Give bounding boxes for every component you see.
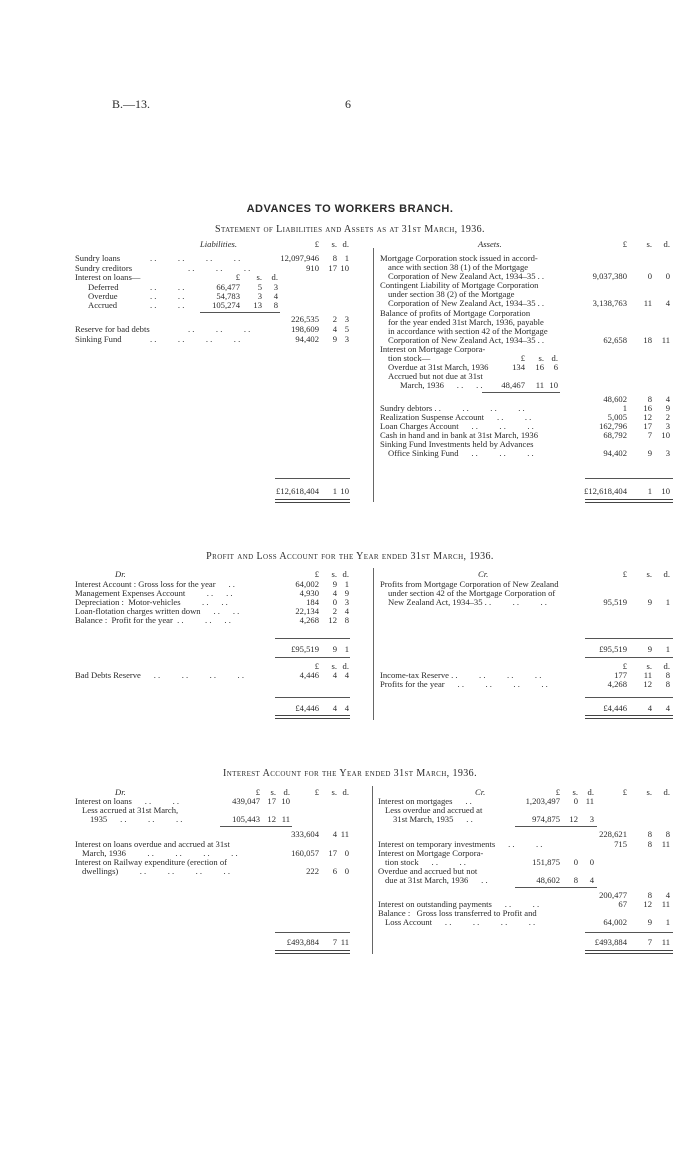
row-label: under section 38 (2) of the Mortgage — [388, 289, 515, 299]
row-label: March, 1936 . . . . — [400, 380, 483, 390]
row-label: Loan-flotation charges written down . . . . — [75, 606, 240, 616]
amount-pounds: 439,047 — [232, 796, 260, 806]
row-label: Cash in hand and in bank at 31st March, 1936 — [380, 430, 539, 440]
row-label: Profits from Mortgage Corporation of New Zealand — [380, 579, 559, 589]
row-label: Interest on mortgages . . — [378, 796, 472, 806]
page-reference: B.—13. — [112, 97, 151, 111]
amount-shillings: 17 — [328, 263, 337, 273]
pounds-header: £ — [520, 353, 525, 363]
pounds-header: £ — [622, 661, 627, 671]
amount-pence: 3 — [344, 314, 349, 324]
pence-header: d. — [342, 239, 349, 249]
pounds-header: £ — [314, 787, 319, 797]
pence-header: d. — [342, 661, 349, 671]
total-rule — [275, 638, 350, 639]
subtotal-rule — [220, 826, 292, 827]
amount-shillings: 9 — [332, 579, 337, 589]
amount-pence: 4 — [665, 298, 670, 308]
credit-total-pounds: £493,884 — [594, 937, 627, 947]
amount-pence: 10 — [661, 430, 670, 440]
row-label: for the year ended 31st March, 1936, payable — [388, 317, 544, 327]
amount-pence: 10 — [281, 796, 290, 806]
amount-shillings: 4 — [332, 324, 337, 334]
amount-pence: 4 — [665, 703, 670, 713]
row-label: New Zealand Act, 1934–35 . . . . . . — [388, 597, 547, 607]
profit-loss-title: Profit and Loss Account for the Year ended 31st March, 1936. — [206, 551, 494, 562]
amount-pounds: 54,783 — [216, 291, 240, 301]
row-label: March, 1936 . . . . . . . . — [82, 848, 238, 858]
amount-pence: 11 — [340, 937, 349, 947]
total-rule — [585, 638, 673, 639]
amount-pounds: 228,621 — [599, 829, 627, 839]
leader-dots: . . . . — [150, 300, 185, 310]
amount-shillings: 12 — [569, 814, 578, 824]
amount-shillings: 0 — [573, 796, 578, 806]
leader-dots: . . . . . . — [188, 324, 251, 334]
subtotal-rule — [200, 312, 280, 313]
row-label: Income-tax Reserve . . . . . . . . — [380, 670, 542, 680]
amount-pence: 9 — [665, 403, 670, 413]
row-label: Sundry debtors . . . . . . . . — [380, 403, 525, 413]
amount-shillings: 6 — [332, 866, 337, 876]
amount-pence: 4 — [665, 890, 670, 900]
row-label: 31st March, 1935 . . — [393, 814, 473, 824]
amount-shillings: 0 — [573, 857, 578, 867]
row-label: Interest on loans overdue and accrued at 31st — [75, 839, 230, 849]
pounds-header: £ — [622, 787, 627, 797]
amount-shillings: 12 — [643, 899, 652, 909]
row-label: Less overdue and accrued at — [385, 805, 483, 815]
debit-heading: Dr. — [115, 787, 126, 797]
row-label: Contingent Liability of Mortgage Corporation — [380, 280, 539, 290]
amount-pounds: 184 — [306, 597, 319, 607]
amount-shillings: 8 — [647, 839, 652, 849]
row-label: Less accrued at 31st March, — [82, 805, 179, 815]
amount-shillings: 12 — [643, 412, 652, 422]
amount-pence: 4 — [344, 703, 349, 713]
amount-shillings: 4 — [332, 588, 337, 598]
amount-shillings: 11 — [643, 670, 652, 680]
pence-header: d. — [283, 787, 290, 797]
amount-pence: 3 — [665, 448, 670, 458]
row-label: 1935 . . . . . . — [90, 814, 183, 824]
debit-total-pounds: £95,519 — [291, 644, 319, 654]
amount-shillings: 4 — [647, 703, 652, 713]
amount-pence: 0 — [665, 271, 670, 281]
amount-pounds: 48,602 — [536, 875, 560, 885]
amount-shillings: 12 — [328, 615, 337, 625]
shillings-header: s. — [646, 239, 652, 249]
amount-pounds: 226,535 — [291, 314, 319, 324]
amount-shillings: 9 — [647, 448, 652, 458]
amount-pence: 3 — [273, 282, 278, 292]
amount-pounds: 160,057 — [291, 848, 319, 858]
shillings-header: s. — [538, 353, 544, 363]
amount-shillings: 8 — [647, 890, 652, 900]
liabilities-heading: Liabilities. — [200, 239, 238, 249]
subtotal-rule — [515, 826, 597, 827]
amount-pounds: 1 — [622, 403, 627, 413]
amount-shillings: 9 — [647, 644, 652, 654]
row-label: Profits for the year . . . . . . . . — [380, 679, 548, 689]
shillings-header: s. — [646, 787, 652, 797]
pounds-header: £ — [555, 787, 560, 797]
row-label: Interest Account : Gross loss for the year . . — [75, 579, 235, 589]
total-rule — [275, 478, 350, 479]
pounds-header: £ — [314, 239, 319, 249]
row-label: Overdue and accrued but not — [378, 866, 478, 876]
amount-pence: 4 — [665, 394, 670, 404]
amount-pounds: 4,446 — [299, 670, 319, 680]
amount-shillings: 5 — [257, 282, 262, 292]
leader-dots: . . . . . . — [188, 263, 251, 273]
amount-pounds: 3,138,763 — [592, 298, 627, 308]
row-label: Realization Suspense Account . . . . — [380, 412, 532, 422]
leader-dots: . . . . . . . . — [150, 253, 241, 263]
amount-shillings: 9 — [647, 917, 652, 927]
row-label: Overdue — [88, 291, 118, 301]
amount-shillings: 17 — [267, 796, 276, 806]
amount-shillings: 16 — [535, 362, 544, 372]
row-label: Interest on loans . . . . — [75, 796, 180, 806]
branch-title: ADVANCES TO WORKERS BRANCH. — [246, 203, 454, 215]
shillings-header: s. — [331, 661, 337, 671]
amount-pounds: 12,097,946 — [280, 253, 319, 263]
amount-shillings: 12 — [643, 679, 652, 689]
debit-total-pounds: £493,884 — [286, 937, 319, 947]
amount-pounds: 64,002 — [295, 579, 319, 589]
amount-pounds: 162,796 — [599, 421, 627, 431]
amount-shillings: 0 — [332, 597, 337, 607]
total-double-rule — [275, 950, 350, 954]
row-label: Mortgage Corporation stock issued in accord- — [380, 253, 538, 263]
interest-account-title: Interest Account for the Year ended 31st March, 1936. — [222, 768, 477, 779]
row-label: Balance : Profit for the year . . . . . . — [75, 615, 231, 625]
amount-shillings: 9 — [332, 334, 337, 344]
credit-total-pounds: £95,519 — [599, 644, 627, 654]
amount-shillings: 7 — [647, 937, 652, 947]
row-label: ance with section 38 (1) of the Mortgage — [388, 262, 529, 272]
amount-pounds: 4,930 — [299, 588, 319, 598]
row-label: Sinking Fund — [75, 334, 122, 344]
amount-shillings: 12 — [267, 814, 276, 824]
amount-pence: 9 — [344, 588, 349, 598]
pounds-header: £ — [235, 272, 240, 282]
amount-pence: 1 — [344, 253, 349, 263]
amount-pence: 1 — [665, 597, 670, 607]
credit-total-pounds: £4,446 — [603, 703, 627, 713]
amount-pounds: 22,134 — [295, 606, 319, 616]
row-label: Overdue at 31st March, 1936 — [388, 362, 489, 372]
amount-pence: 11 — [661, 839, 670, 849]
amount-pence: 2 — [665, 412, 670, 422]
amount-pounds: 177 — [614, 670, 627, 680]
amount-pounds: 1,203,497 — [525, 796, 560, 806]
pence-header: d. — [663, 787, 670, 797]
row-label: Interest on Mortgage Corpora- — [378, 848, 484, 858]
row-label: Management Expenses Account . . . . — [75, 588, 233, 598]
amount-pounds: 198,609 — [291, 324, 319, 334]
pence-header: d. — [663, 569, 670, 579]
amount-pence: 6 — [553, 362, 558, 372]
row-label: Loss Account . . . . . . . . — [385, 917, 536, 927]
amount-shillings: 1 — [332, 486, 337, 496]
credit-heading: Cr. — [475, 787, 486, 797]
amount-pence: 11 — [281, 814, 290, 824]
row-label: under section 42 of the Mortgage Corporation of — [388, 588, 556, 598]
amount-shillings: 11 — [535, 380, 544, 390]
amount-pounds: 222 — [306, 866, 319, 876]
column-divider — [372, 786, 373, 954]
amount-pence: 1 — [344, 644, 349, 654]
row-label: Interest on Railway expenditure (erection of — [75, 857, 228, 867]
amount-pence: 3 — [344, 334, 349, 344]
shillings-header: s. — [331, 239, 337, 249]
shillings-header: s. — [646, 569, 652, 579]
amount-pounds: 200,477 — [599, 890, 627, 900]
pence-header: d. — [663, 239, 670, 249]
shillings-header: s. — [331, 569, 337, 579]
amount-shillings: 17 — [643, 421, 652, 431]
subtotal-rule — [482, 392, 560, 393]
amount-pounds: 9,037,380 — [592, 271, 627, 281]
amount-pence: 4 — [273, 291, 278, 301]
pounds-header: £ — [622, 239, 627, 249]
row-label: tion stock— — [388, 353, 431, 363]
amount-shillings: 2 — [332, 314, 337, 324]
row-label: Loan Charges Account . . . . . . — [380, 421, 534, 431]
amount-shillings: 17 — [328, 848, 337, 858]
pounds-header: £ — [255, 787, 260, 797]
amount-pence: 8 — [273, 300, 278, 310]
amount-pence: 4 — [589, 875, 594, 885]
amount-pounds: 715 — [614, 839, 627, 849]
amount-pence: 1 — [665, 644, 670, 654]
amount-pence: 11 — [661, 335, 670, 345]
row-label: Accrued — [88, 300, 118, 310]
amount-pounds: 68,792 — [603, 430, 627, 440]
row-label: Interest on loans— — [75, 272, 141, 282]
amount-pounds: 67 — [618, 899, 627, 909]
subtotal-rule — [515, 887, 597, 888]
shillings-header: s. — [331, 787, 337, 797]
amount-pounds: 151,875 — [532, 857, 560, 867]
amount-pence: 3 — [589, 814, 594, 824]
shillings-header: s. — [572, 787, 578, 797]
amount-pence: 11 — [661, 937, 670, 947]
amount-pence: 4 — [344, 670, 349, 680]
amount-shillings: 0 — [647, 271, 652, 281]
amount-shillings: 13 — [253, 300, 262, 310]
row-label: Balance : Gross loss transferred to Profit and — [378, 908, 537, 918]
column-divider — [373, 568, 374, 720]
assets-total-pounds: £12,618,404 — [584, 486, 627, 496]
amount-shillings: 16 — [643, 403, 652, 413]
total-double-rule — [585, 499, 673, 503]
total-rule — [585, 657, 673, 658]
amount-pence: 8 — [665, 679, 670, 689]
row-label: in accordance with section 42 of the Mortgage — [388, 326, 548, 336]
balance-sheet-title: Statement of Liabilities and Assets as at 31st March, 1936. — [215, 224, 485, 235]
amount-pounds: 105,274 — [212, 300, 240, 310]
amount-pence: 3 — [665, 421, 670, 431]
amount-shillings: 4 — [332, 703, 337, 713]
credit-heading: Cr. — [478, 569, 489, 579]
amount-shillings: 8 — [647, 829, 652, 839]
amount-pounds: 5,005 — [607, 412, 627, 422]
amount-pence: 4 — [344, 606, 349, 616]
row-label: dwellings) . . . . . . . . — [82, 866, 230, 876]
amount-pence: 11 — [340, 829, 349, 839]
row-label: tion stock . . . . — [385, 857, 466, 867]
amount-pounds: 974,875 — [532, 814, 560, 824]
amount-pounds: 64,002 — [603, 917, 627, 927]
total-rule — [585, 478, 673, 479]
leader-dots: . . . . . . . . — [150, 334, 241, 344]
amount-shillings: 2 — [332, 606, 337, 616]
total-double-rule — [275, 499, 350, 503]
debit-heading: Dr. — [115, 569, 126, 579]
shillings-header: s. — [646, 661, 652, 671]
row-label: Sundry loans — [75, 253, 121, 263]
amount-shillings: 18 — [643, 335, 652, 345]
row-label: Interest on Mortgage Corpora- — [380, 344, 486, 354]
debit-total-pounds: £4,446 — [295, 703, 319, 713]
total-double-rule — [585, 950, 673, 954]
amount-shillings: 7 — [332, 937, 337, 947]
amount-pence: 11 — [585, 796, 594, 806]
amount-pence: 8 — [344, 615, 349, 625]
amount-pence: 1 — [344, 579, 349, 589]
total-rule — [275, 657, 350, 658]
amount-pounds: 94,402 — [603, 448, 627, 458]
row-label: Corporation of New Zealand Act, 1934–35 . . — [388, 335, 545, 345]
amount-pounds: 94,402 — [295, 334, 319, 344]
row-label: Deferred — [88, 282, 119, 292]
amount-pence: 8 — [665, 670, 670, 680]
pence-header: d. — [587, 787, 594, 797]
pounds-header: £ — [314, 569, 319, 579]
amount-pounds: 48,602 — [603, 394, 627, 404]
amount-pounds: 910 — [306, 263, 319, 273]
amount-pence: 5 — [344, 324, 349, 334]
row-label: Sundry creditors — [75, 263, 133, 273]
row-label: Balance of profits of Mortgage Corporation — [380, 308, 531, 318]
pounds-header: £ — [622, 569, 627, 579]
amount-pence: 10 — [549, 380, 558, 390]
amount-pence: 1 — [665, 917, 670, 927]
total-rule — [275, 697, 350, 698]
amount-pounds: 333,604 — [291, 829, 319, 839]
row-label: Corporation of New Zealand Act, 1934–35 . . — [388, 271, 545, 281]
page-number: 6 — [345, 97, 351, 111]
amount-pounds: 95,519 — [603, 597, 627, 607]
row-label: Corporation of New Zealand Act, 1934–35 . . — [388, 298, 545, 308]
liabilities-total-pounds: £12,618,404 — [276, 486, 319, 496]
shillings-header: s. — [256, 272, 262, 282]
pence-header: d. — [271, 272, 278, 282]
amount-shillings: 8 — [647, 394, 652, 404]
row-label: Sinking Fund Investments held by Advances — [380, 439, 534, 449]
amount-shillings: 7 — [647, 430, 652, 440]
amount-pence: 3 — [344, 597, 349, 607]
row-label: Depreciation : Motor-vehicles . . . . — [75, 597, 228, 607]
amount-pence: 8 — [665, 829, 670, 839]
row-label: due at 31st March, 1936 . . — [385, 875, 488, 885]
amount-shillings: 4 — [332, 829, 337, 839]
amount-shillings: 3 — [257, 291, 262, 301]
total-rule — [585, 697, 673, 698]
amount-pounds: 134 — [512, 362, 525, 372]
row-label: Office Sinking Fund . . . . . . — [388, 448, 534, 458]
amount-pounds: 4,268 — [299, 615, 319, 625]
pounds-header: £ — [314, 661, 319, 671]
amount-pence: 0 — [589, 857, 594, 867]
amount-shillings: 9 — [647, 597, 652, 607]
row-label: Bad Debts Reserve . . . . . . . . — [75, 670, 244, 680]
amount-pounds: 48,467 — [501, 380, 525, 390]
amount-shillings: 8 — [573, 875, 578, 885]
total-double-rule — [275, 715, 350, 719]
amount-shillings: 8 — [332, 253, 337, 263]
assets-heading: Assets. — [478, 239, 502, 249]
amount-pence: 10 — [661, 486, 670, 496]
shillings-header: s. — [270, 787, 276, 797]
row-label: Interest on outstanding payments . . . . — [378, 899, 540, 909]
column-divider — [373, 248, 374, 502]
amount-pence: 10 — [340, 486, 349, 496]
total-rule — [275, 932, 350, 933]
total-double-rule — [585, 715, 673, 719]
amount-pence: 11 — [661, 899, 670, 909]
amount-pence: 0 — [344, 848, 349, 858]
amount-pounds: 4,268 — [607, 679, 627, 689]
pence-header: d. — [663, 661, 670, 671]
amount-shillings: 4 — [332, 670, 337, 680]
amount-pence: 10 — [340, 263, 349, 273]
pence-header: d. — [342, 787, 349, 797]
amount-shillings: 1 — [647, 486, 652, 496]
leader-dots: . . . . — [150, 282, 185, 292]
row-label: Interest on temporary investments . . . . — [378, 839, 543, 849]
total-rule — [585, 932, 673, 933]
amount-pounds: 62,658 — [603, 335, 627, 345]
amount-shillings: 11 — [643, 298, 652, 308]
leader-dots: . . . . — [150, 291, 185, 301]
amount-pounds: 105,443 — [232, 814, 260, 824]
amount-pounds: 66,477 — [216, 282, 240, 292]
pence-header: d. — [342, 569, 349, 579]
amount-pence: 0 — [344, 866, 349, 876]
row-label: Reserve for bad debts — [75, 324, 150, 334]
row-label: Accrued but not due at 31st — [388, 371, 483, 381]
amount-shillings: 9 — [332, 644, 337, 654]
pence-header: d. — [551, 353, 558, 363]
